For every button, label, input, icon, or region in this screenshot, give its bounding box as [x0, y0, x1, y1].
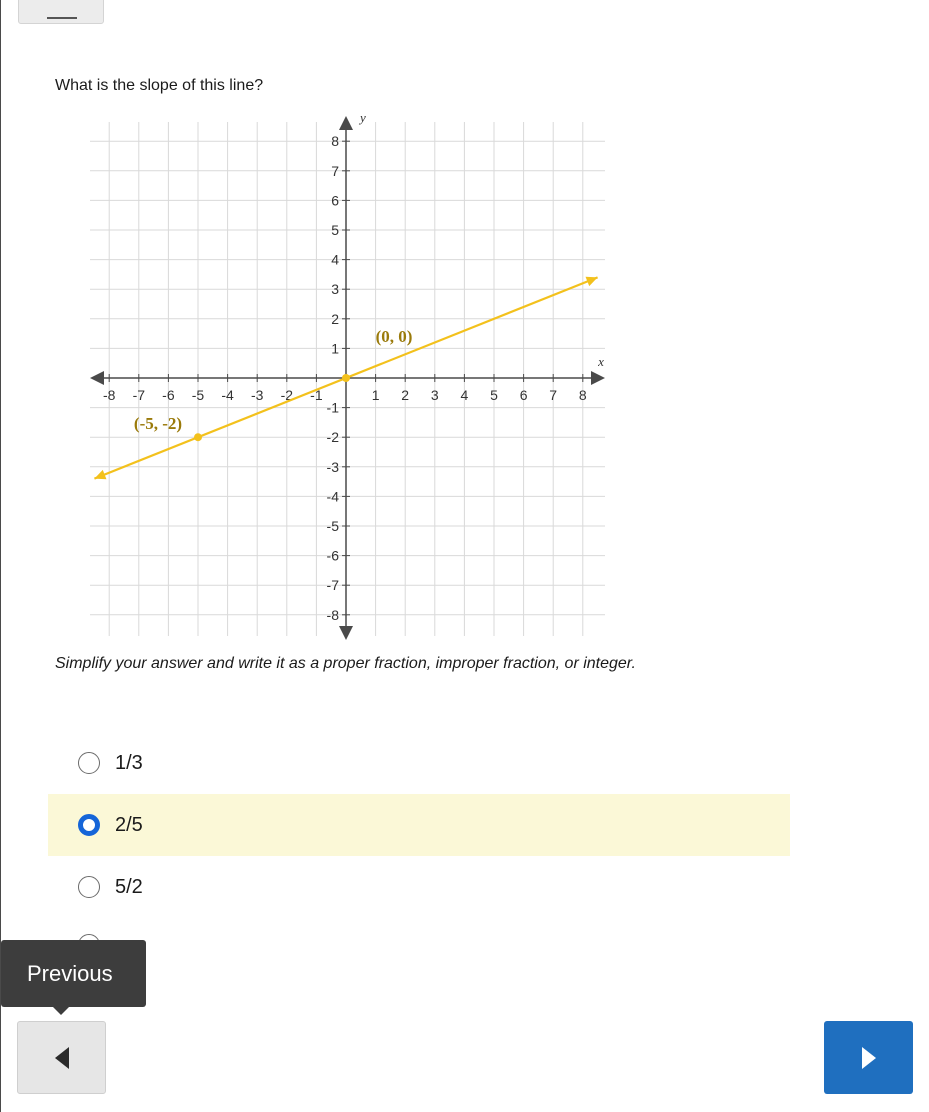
data-point-label: (-5, -2): [133, 414, 183, 434]
choice-label: 1/3: [115, 751, 143, 774]
x-tick-label: -4: [221, 387, 234, 403]
y-tick-label: -1: [326, 399, 339, 416]
y-tick-label: 5: [331, 222, 339, 238]
radio-button-selected[interactable]: [78, 814, 100, 836]
answer-choice-2[interactable]: [48, 794, 790, 856]
x-axis-label: x: [598, 354, 604, 369]
x-tick-label: 6: [519, 387, 528, 403]
data-point: [194, 433, 202, 441]
y-tick-label: 8: [331, 133, 339, 150]
choice-label: 5/2: [115, 875, 143, 898]
data-point: [342, 374, 350, 382]
x-tick-label: 7: [549, 387, 558, 403]
x-tick-label: -8: [102, 387, 116, 403]
y-axis-arrow-down: [339, 626, 353, 640]
tooltip-caret: [52, 1006, 70, 1015]
x-tick-label: 8: [578, 387, 587, 403]
answer-choice-3[interactable]: [48, 856, 790, 918]
instruction-text: Simplify your answer and write it as a proper fraction, improper fraction, or integer.: [55, 655, 636, 672]
x-tick-label: -7: [132, 387, 146, 403]
previous-tooltip: Previous: [1, 940, 146, 1007]
x-tick-label: 4: [460, 387, 469, 403]
radio-button[interactable]: [78, 752, 100, 774]
y-tick-label: 2: [331, 310, 339, 327]
x-tick-label: -3: [250, 387, 264, 403]
y-tick-label: -5: [326, 518, 339, 534]
y-tick-label: 6: [331, 192, 339, 209]
y-tick-label: 4: [331, 251, 339, 268]
y-tick-label: -8: [326, 606, 339, 623]
x-tick-label: -5: [191, 387, 205, 403]
y-tick-label: -6: [326, 547, 339, 564]
x-tick-label: 2: [401, 387, 410, 403]
answer-choice-1[interactable]: [48, 732, 790, 794]
y-tick-label: -3: [326, 458, 339, 475]
arrow-right-icon: [862, 1047, 876, 1069]
y-tick-label: 3: [331, 281, 339, 298]
x-tick-label: -1: [310, 387, 323, 403]
y-axis-label: y: [360, 110, 366, 125]
next-button[interactable]: [824, 1021, 913, 1094]
choice-label: 2/5: [115, 813, 143, 836]
x-tick-label: 1: [371, 387, 380, 403]
x-axis-arrow-right: [591, 371, 605, 385]
previous-button[interactable]: [17, 1021, 106, 1094]
question-text: What is the slope of this line?: [55, 77, 264, 94]
radio-button[interactable]: [78, 876, 100, 898]
y-tick-label: 1: [331, 340, 339, 357]
data-point-label: (0, 0): [375, 327, 413, 346]
x-tick-label: -6: [162, 387, 175, 403]
arrow-left-icon: [55, 1047, 69, 1069]
y-tick-label: -4: [326, 488, 339, 505]
y-tick-label: -7: [326, 577, 339, 594]
x-axis-arrow-left: [90, 371, 104, 385]
x-tick-label: 5: [490, 387, 498, 403]
y-axis-arrow-up: [339, 116, 353, 130]
y-tick-label: -2: [326, 429, 339, 446]
x-tick-label: -2: [280, 387, 294, 403]
x-tick-label: 3: [430, 387, 439, 403]
y-tick-label: 7: [331, 162, 339, 179]
